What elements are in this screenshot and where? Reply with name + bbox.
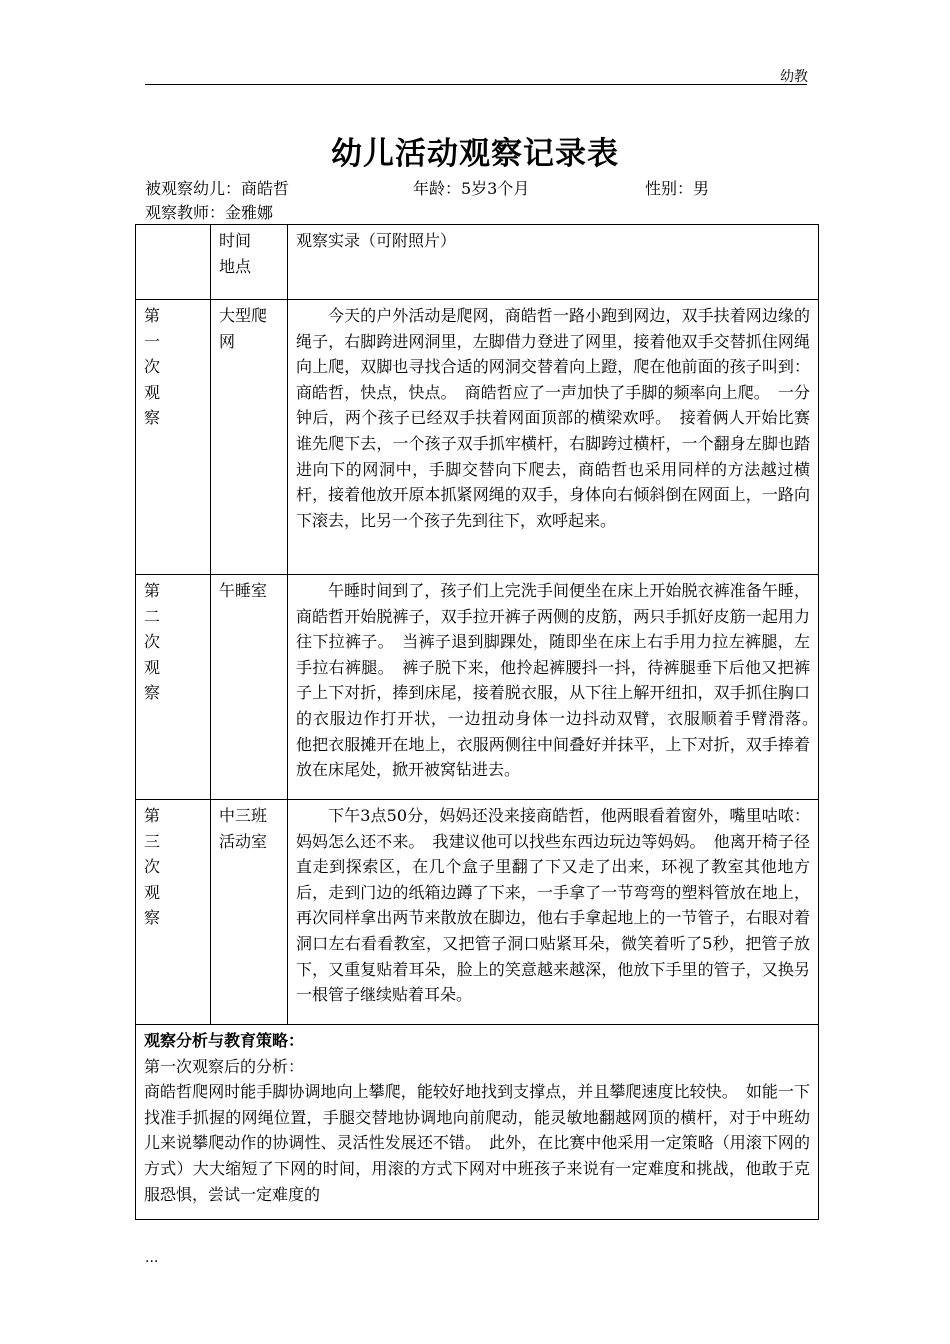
row-record-text: 今天的户外活动是爬网，商皓哲一路小跑到网边，双手扶着网边缘的绳子，右脚跨进网洞里，左脚借力登进了网里，接着他双手交替抓住网绳向上爬，双脚也寻找合适的网洞交替着向上蹬，爬在他前面的孩子叫到：商皓哲，快点，快点。 商皓哲应了一声加快了手脚的频率向上爬。 一分钟后，两个孩子已经双手扶着网面顶部的横梁欢呼。 接着俩人开始比赛谁先爬下去，一个孩子双手抓牢横杆，右脚跨过横杆，一个翻身左脚也踏进向下的网洞中，手脚交替向下爬去，商皓哲也采用同样的方法越过横杆，接着他放开原本抓紧网绳的双手，身体向右倾斜倒在网面上，一路向下滚去，比另一个孩子先到往下，欢呼起来。	[296, 306, 810, 530]
meta-teacher: 观察教师：金雅娜	[145, 203, 274, 222]
row-place: 大型爬网	[219, 306, 268, 351]
row-place-cell	[211, 800, 288, 1025]
row-record-cell	[288, 800, 819, 1025]
header-rule	[145, 84, 807, 85]
table-row	[136, 800, 819, 1025]
observation-table	[135, 224, 827, 1220]
table-row	[136, 575, 819, 800]
page-title: 幼儿活动观察记录表	[331, 136, 619, 172]
row-record-text: 下午3点50分，妈妈还没来接商皓哲，他两眼看着窗外，嘴里咕哝：妈妈怎么还不来。 我建议他可以找些东西边玩边等妈妈。 他离开椅子径直走到探索区，在几个盒子里翻了下又走了出来，环视了教室其他地方后，走到门边的纸箱边蹲了下来，一手拿了一节弯弯的塑料管放在地上，再次同样拿出两节来散放在脚边，他右手拿起地上的一节管子，右眼对着洞口左右看看教室，又把管子洞口贴紧耳朵，微笑着听了5秒，把管子放下，又重复贴着耳朵，脸上的笑意越来越深，他放下手里的管子，又换另一根管子继续贴着耳朵。	[296, 806, 810, 1005]
analysis-row	[136, 1025, 819, 1220]
analysis-cell	[136, 1025, 819, 1220]
analysis-text: 商皓哲爬网时能手脚协调地向上攀爬，能较好地找到支撑点，并且攀爬速度比较快。 如能一下找准手抓握的网绳位置，手腿交替地协调地向前爬动，能灵敏地翻越网顶的横杆，对于中班幼儿来说攀爬动作的协调性、灵活性发展还不错。 此外，在比赛中他采用一定策略（用滚下网的方式）大大缩短了下网的时间，用滚的方式下网对中班孩子来说有一定难度和挑战，他敢于克服恐惧，尝试一定难度的	[144, 1082, 810, 1204]
analysis-title: 观察分析与教育策略：	[144, 1031, 305, 1050]
row-label: 第三次观察	[144, 806, 161, 928]
meta-gender: 性别：男	[645, 179, 710, 198]
header-empty-cell	[136, 225, 211, 300]
analysis-subtitle: 第一次观察后的分析：	[144, 1056, 305, 1076]
row-place-cell	[211, 575, 288, 800]
footer-dots: ...	[145, 1250, 159, 1266]
row-place: 午睡室	[219, 581, 268, 600]
row-record-text: 午睡时间到了，孩子们上完洗手间便坐在床上开始脱衣裤准备午睡，商皓哲开始脱裤子，双手拉开裤子两侧的皮筋，两只手抓好皮筋一起用力往下拉裤子。 当裤子退到脚踝处，随即坐在床上右手用力拉左裤腿，左手拉右裤腿。 裤子脱下来，他拎起裤腰抖一抖，待裤腿垂下后他又把裤子上下对折，捧到床尾，接着脱衣服，从下往上解开纽扣，双手抓住胸口的衣服边作打开状，一边扭动身体一边抖动双臂，衣服顺着手臂滑落。 他把衣服摊开在地上，衣服两侧往中间叠好并抹平，上下对折，双手捧着放在床尾处，掀开被窝钻进去。	[296, 581, 827, 780]
header-tag: 幼教	[780, 69, 808, 85]
meta-age: 年龄：5岁3个月	[413, 179, 530, 198]
row-place: 中三班活动室	[219, 806, 268, 851]
row-label-cell	[136, 800, 211, 1025]
row-label-cell	[136, 300, 211, 575]
header-record	[288, 225, 819, 300]
row-label-cell	[136, 575, 211, 800]
meta-line-1	[145, 176, 709, 199]
meta-child: 被观察幼儿：商皓哲	[145, 179, 290, 198]
meta-line-2	[145, 200, 273, 223]
table-header-row	[136, 225, 819, 300]
header-time-place-label: 时间地点	[219, 231, 252, 276]
row-place-cell	[211, 300, 288, 575]
table-row	[136, 300, 819, 575]
row-label: 第一次观察	[144, 306, 161, 428]
row-record-cell	[288, 300, 819, 575]
row-record-cell	[288, 575, 827, 800]
row-label: 第二次观察	[144, 581, 161, 703]
header-time-place	[211, 225, 288, 300]
header-record-label: 观察实录（可附照片）	[296, 231, 457, 250]
